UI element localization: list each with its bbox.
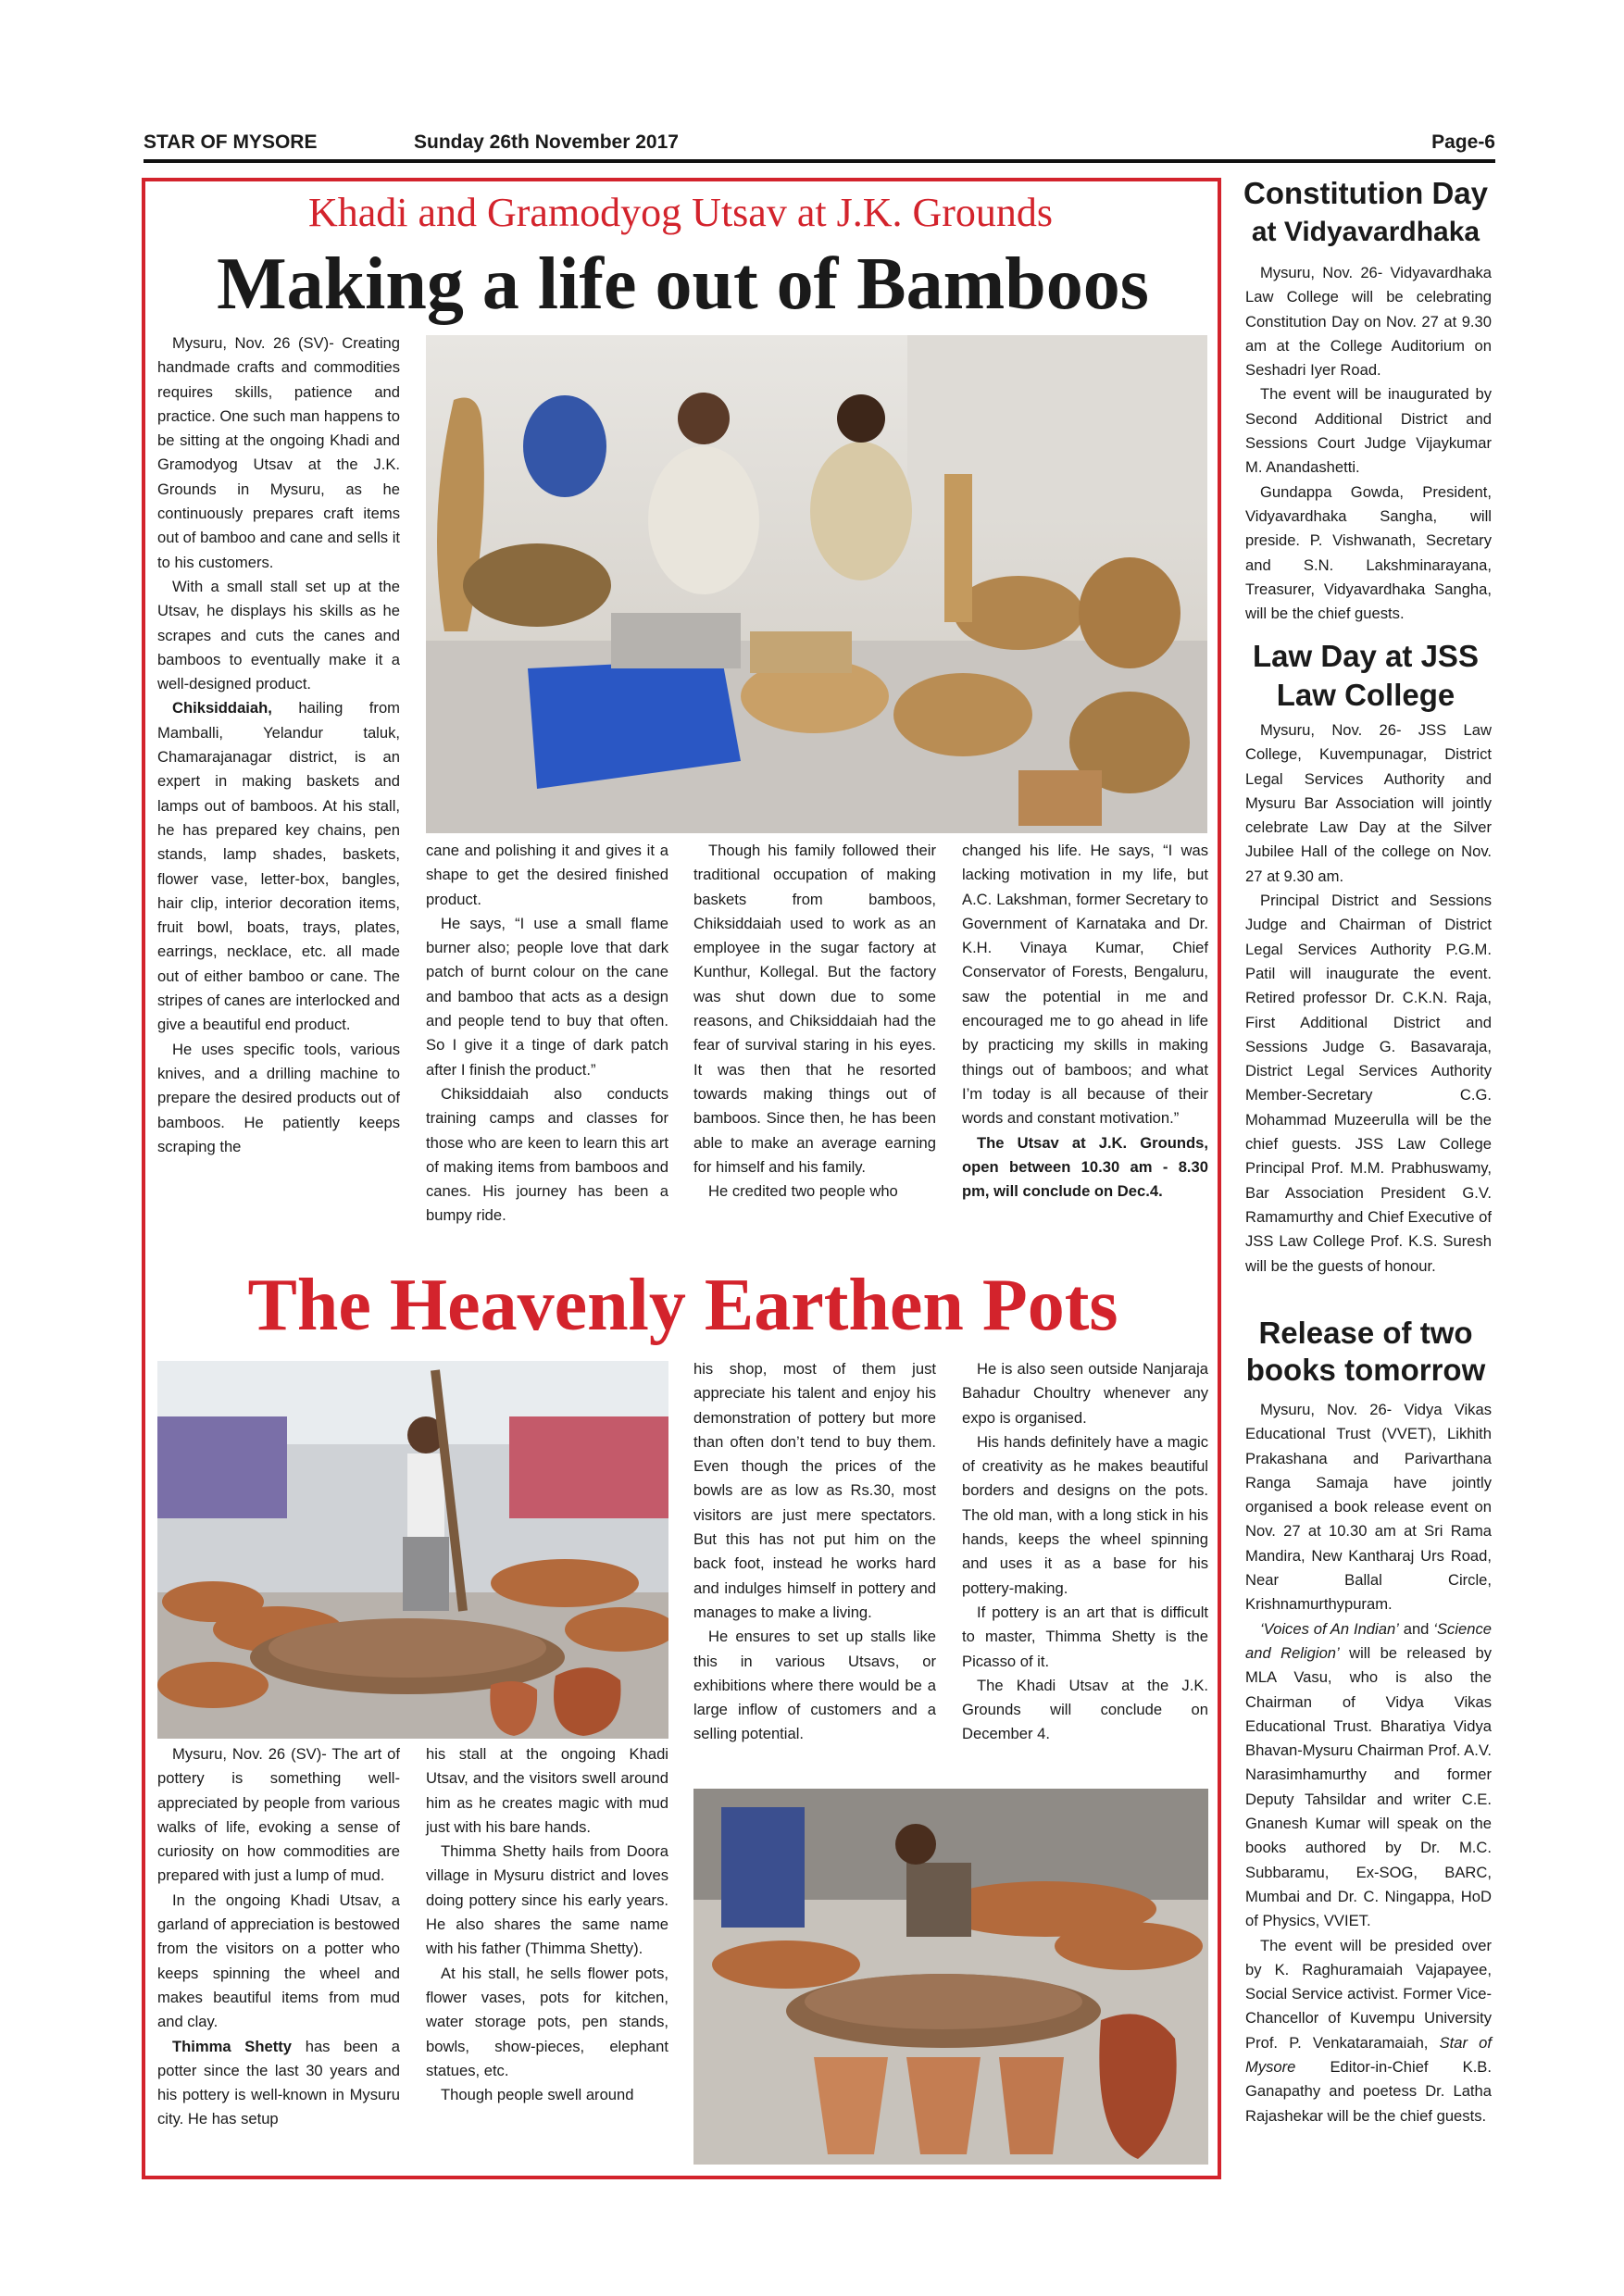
article-paragraph: changed his life. He says, “I was lacking motivation in my life, but A.C. Lakshman, former Secretary to Government of Karnataka and Dr. K.H. Vinaya Kumar, Chief Conservator of Forests, Bengaluru, saw the potential in me and encouraged me to go ahead in life by practicing my skills in making things out of bamboos; and what I’m today is all because of their words and constant motivation.”	[962, 842, 1208, 1128]
law-day-title	[1236, 637, 1495, 715]
pots-col-3	[693, 1357, 936, 1747]
pots-col-4	[962, 1357, 1208, 1747]
person-name: Thimma Shetty	[172, 2037, 293, 2055]
article-paragraph	[1245, 1934, 1492, 2128]
title-line: Release of two	[1258, 1316, 1473, 1350]
article-paragraph: His hands definitely have a magic of creativity as he makes beautiful borders and designs on the pots. The old man, with a long stick in his hands, keeps the wheel spinning and uses it as a base for his pottery-making.	[962, 1432, 1208, 1597]
article-paragraph	[157, 696, 400, 1037]
article-paragraph: With a small stall set up at the Utsav, he displays his skills as he scrapes and cuts the canes and bamboos to eventually make it a well-designed product.	[157, 577, 400, 693]
article-paragraph	[1245, 1617, 1492, 1934]
article-paragraph: The event will be inaugurated by Second Additional District and Sessions Court Judge Vijaykumar M. Anandashetti.	[1245, 385, 1492, 477]
article-paragraph: He uses specific tools, various knives, and a drilling machine to prepare the desired products out of bamboos. He patiently keeps scraping the	[157, 1040, 400, 1155]
article-paragraph: Though people swell around	[441, 2086, 634, 2104]
pots-photo-1	[157, 1361, 668, 1739]
paper-title: Star of Mysore	[1245, 2033, 1492, 2077]
article-paragraph: Gundappa Gowda, President, Vidyavardhaka Sangha, will preside. P. Vishwanath, Secretary and S.N. Lakshminarayana, Treasurer, Vidyavardhaka Sangha, will be the chief guests.	[1245, 482, 1492, 623]
event-timing: The Utsav at J.K. Grounds, open between 10.30 am - 8.30 pm, will conclude on Dec.4.	[962, 1133, 1208, 1201]
title-line: Law Day at JSS	[1253, 639, 1479, 673]
book-release-title	[1236, 1315, 1495, 1389]
masthead-rule	[144, 159, 1495, 163]
person-name: Chiksiddaiah,	[172, 699, 272, 718]
issue-date: Sunday 26th November 2017	[414, 131, 679, 153]
article-paragraph: The Khadi Utsav at the J.K. Grounds will conclude on December 4.	[962, 1676, 1208, 1743]
article-text: and	[1398, 1619, 1434, 1638]
title-line: books tomorrow	[1245, 1353, 1486, 1387]
article-paragraph	[962, 1131, 1208, 1204]
article-paragraph: his shop, most of them just appreciate his talent and enjoy his demonstration of pottery but more than often don’t tend to buy them. Even though the prices of the bowls are as low as Rs.30, most visitors are just mere spectators. But this has not put him on the back foot, instead he works hard and indulges himself in pottery and manages to make a living.	[693, 1360, 936, 1621]
article-paragraph: Mysuru, Nov. 26- JSS Law College, Kuvempunagar, District Legal Services Authority and Mysuru Bar Association will jointly celebrate Law Day at the Silver Jubilee Hall of the college on Nov. 27 at 9.30 am.	[1245, 721, 1492, 885]
article-paragraph: He says, “I use a small flame burner also; people love that dark patch of burnt colour on the cane and bamboo that acts as a design and people tend to buy that often. So I give it a tinge of dark patch after I finish the product.”	[426, 914, 668, 1079]
article-paragraph: Mysuru, Nov. 26 (SV)- The art of pottery is something well-appreciated by people from various walks of life, evoking a sense of curiosity on how commodities are prepared with just a lump of mud.	[157, 1745, 400, 1885]
article-paragraph: Chiksiddaiah also conducts training camps and classes for those who are keen to learn this art of making items from bamboos and canes. His journey has been a bumpy ride.	[426, 1084, 668, 1225]
article-paragraph: Mysuru, Nov. 26- Vidyavardhaka Law College will be celebrating Constitution Day on Nov. 27 at 9.30 am at the College Auditorium on Seshadri Iyer Road.	[1245, 264, 1492, 380]
title-line: at Vidyavardhaka	[1251, 217, 1480, 247]
pots-col-1	[157, 1742, 400, 2132]
constitution-day-body	[1245, 261, 1492, 626]
title-line: Law College	[1276, 678, 1455, 712]
bamboo-photo	[426, 335, 1207, 833]
article-paragraph: In the ongoing Khadi Utsav, a garland of appreciation is bestowed from the visitors on a potter who keeps spinning the wheel and makes beautiful items from mud and clay.	[157, 1890, 400, 2031]
article-text: The event will be presided over by K. Raghuramaiah Vajapayee, Social Service activist. Former Vice-Chancellor of Kuvempu University Prof. P. Venkataramaiah,	[1245, 1936, 1492, 2052]
article-paragraph: He is also seen outside Nanjaraja Bahadur Choultry whenever any expo is organised.	[962, 1360, 1208, 1427]
bamboo-kicker: Khadi and Gramodyog Utsav at J.K. Grounds	[307, 190, 1054, 235]
article-paragraph: Mysuru, Nov. 26- Vidya Vikas Educational Trust (VVET), Likhith Prakashana and Parivarthana Ranga Samaja have jointly organised a book release event on Nov. 27 at 10.30 am at Sri Rama Mandira, New Kantharaj Urs Road, Near Ballal Circle, Krishnamurthypuram.	[1245, 1401, 1492, 1614]
article-paragraph: Thimma Shetty hails from Doora village in Mysuru district and loves doing pottery since his early years. He also shares the same name with his father (Thimma Shetty).	[426, 1842, 668, 1958]
book-release-body	[1245, 1398, 1492, 2128]
article-paragraph: Principal District and Sessions Judge and Chairman of District Legal Services Authority P.G.M. Patil will inaugurate the event. Retired professor Dr. C.K.N. Raja, First Additional District and Sessions Judge G. Basavaraja, District Legal Services Authority Member-Secretary C.G. Mohammad Muzeerulla will be the chief guests. JSS Law College Principal Prof. M.M. Prabhuswamy, Bar Association President G.V. Ramamurthy and Chief Executive of JSS Law College Prof. K.S. Suresh will be the guests of honour.	[1245, 892, 1492, 1275]
article-paragraph: If pottery is an art that is difficult to master, Thimma Shetty is the Picasso of it.	[962, 1603, 1208, 1670]
bamboo-col-1	[157, 331, 400, 1159]
law-day-body	[1245, 718, 1492, 1279]
article-paragraph: At his stall, he sells flower pots, flower vases, pots for kitchen, water storage pots, pen stands, bowls, show-pieces, elephant statues, etc.	[426, 1964, 668, 2079]
bamboo-col-4	[962, 839, 1208, 1204]
book-title: ‘Science and Religion’	[1245, 1619, 1492, 1662]
article-text: Editor-in-Chief K.B. Ganapathy and poetess Dr. Latha Rajashekar will be the chief guests.	[1245, 2058, 1492, 2125]
book-title: ‘Voices of An Indian’	[1260, 1619, 1399, 1638]
article-paragraph: He credited two people who	[708, 1182, 898, 1201]
article-paragraph: Though his family followed their traditional occupation of making baskets from bamboos, Chiksiddaiah used to work as an employee in the sugar factory at Kunthur, Kollegal. But the factory was shut down due to some reasons, and Chiksiddaiah had the fear of survival staring in his eyes. It was then that he resorted towards making things out of bamboos. Since then, he has been able to make an average earning for himself and his family.	[693, 842, 936, 1176]
constitution-day-title	[1236, 174, 1495, 252]
bamboo-headline: Making a life out of Bamboos	[217, 243, 1149, 325]
bamboo-col-3	[693, 839, 936, 1204]
article-paragraph: cane and polishing it and gives it a shape to get the desired finished product.	[426, 842, 668, 908]
masthead	[144, 130, 1495, 163]
article-paragraph	[157, 2035, 400, 2132]
pots-photo-2	[693, 1789, 1208, 2165]
article-text: will be released by MLA Vasu, who is also the Chairman of Vidya Vikas Educational Trust. Bharatiya Vidya Bhavan-Mysuru Chairman Prof. A.V. Narasimhamurthy and former Deputy Tahsildar and writer C.E. Gnanesh Kumar will speak on the books authored by Dr. M.C. Subbaramu, Ex-SOG, BARC, Mumbai and Dr. C. Ningappa, HoD of Physics, VVIET.	[1245, 1643, 1492, 1930]
article-paragraph: his stall at the ongoing Khadi Utsav, and the visitors swell around him as he creates magic with mud just with his bare hands.	[426, 1745, 668, 1836]
article-paragraph: He ensures to set up stalls like this in various Utsavs, or exhibitions where there would be a large inflow of customers and a selling potential.	[693, 1628, 936, 1743]
paper-name: STAR OF MYSORE	[144, 131, 318, 153]
title-line: Constitution Day	[1243, 176, 1488, 210]
article-paragraph: Mysuru, Nov. 26 (SV)- Creating handmade crafts and commodities requires skills, patience and practice. One such man happens to be sitting at the ongoing Khadi and Gramodyog Utsav at the J.K. Grounds in Mysuru, as he continuously prepares craft items out of bamboo and cane and sells it to his customers.	[157, 334, 400, 571]
pots-headline: The Heavenly Earthen Pots	[247, 1265, 1118, 1346]
bamboo-col-2	[426, 839, 668, 1229]
article-text: hailing from Mamballi, Yelandur taluk, Chamarajanagar district, is an expert in making baskets and lamps out of bamboos. At his stall, he has prepared key chains, pen stands, lamp shades, baskets, flower vase, letter-box, bangles, hair clip, interior decoration items, fruit bowl, boats, trays, plates, earrings, necklace, etc. all made out of either bamboo or cane. The stripes of canes are interlocked and give a beautiful end product.	[157, 699, 400, 1034]
page-number: Page-6	[1431, 131, 1495, 153]
article-text: has been a potter since the last 30 years and his pottery is well-known in Mysuru city. He has setup	[157, 2037, 400, 2128]
pots-col-2	[426, 1742, 668, 2107]
